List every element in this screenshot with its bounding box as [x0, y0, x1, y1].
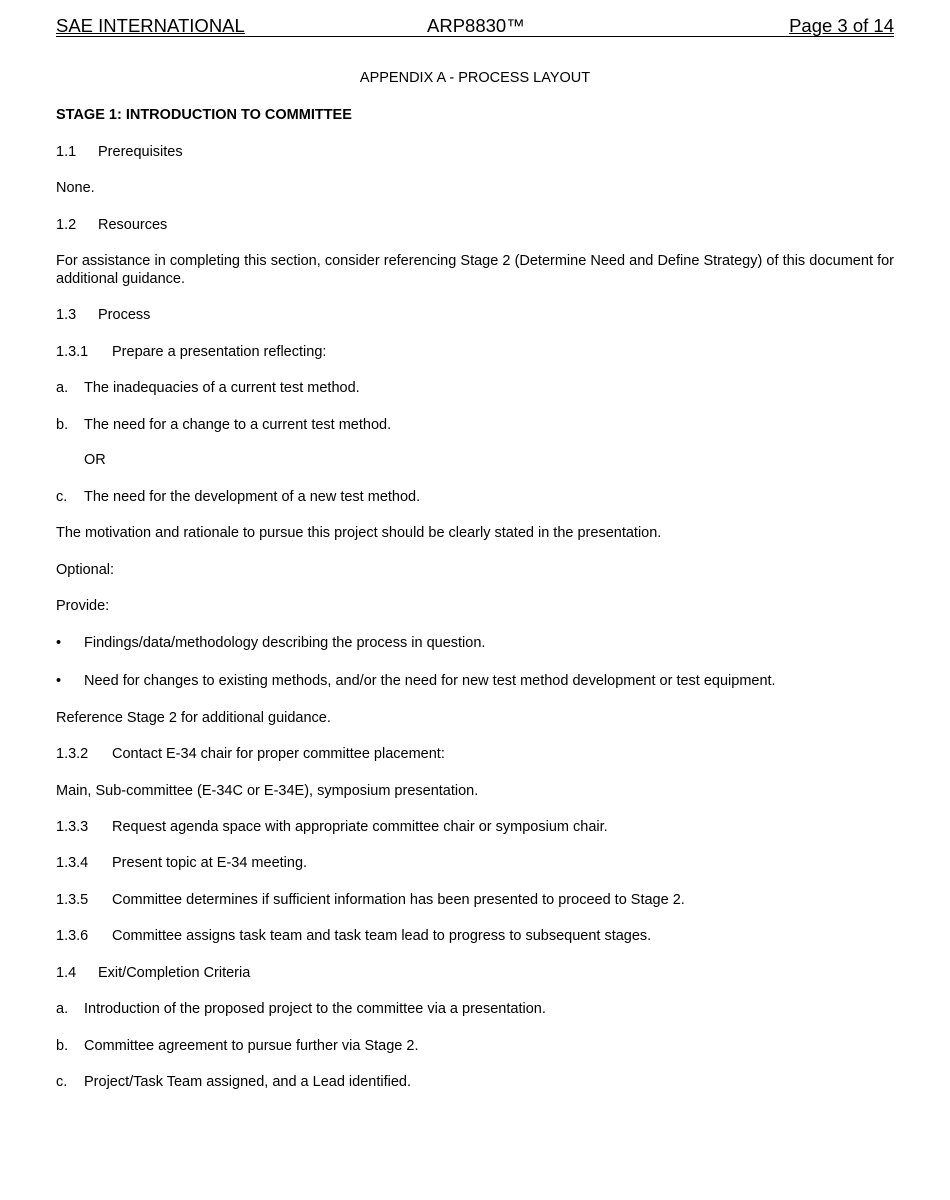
section-title: Contact E-34 chair for proper committee placement: — [112, 746, 445, 762]
list-text: Committee agreement to pursue further via Stage 2. — [84, 1038, 419, 1054]
list-letter: a. — [56, 380, 69, 396]
section-number: 1.3.6 — [56, 928, 89, 944]
bullet-text: Findings/data/methodology describing the process in question. — [84, 635, 486, 651]
list-letter: b. — [56, 417, 69, 433]
section-1-3-6 — [56, 927, 894, 945]
list-item — [56, 416, 894, 434]
list-text: The need for the development of a new test method. — [84, 489, 421, 505]
section-title: Request agenda space with appropriate committee chair or symposium chair. — [112, 819, 608, 835]
section-number: 1.3.4 — [56, 855, 89, 871]
list-text: Introduction of the proposed project to the committee via a presentation. — [84, 1001, 546, 1017]
section-title: Committee assigns task team and task team lead to progress to subsequent stages. — [112, 928, 652, 944]
bullet-text: Need for changes to existing methods, and/or the need for new test method development or test equipment. — [84, 673, 776, 689]
bullet-item — [56, 672, 894, 690]
header-doc-number: ARP8830™ — [427, 15, 525, 36]
section-1-3-3 — [56, 818, 894, 836]
list-text: Project/Task Team assigned, and a Lead identified. — [84, 1074, 411, 1090]
header-org: SAE INTERNATIONAL — [56, 15, 245, 36]
section-number: 1.2 — [56, 217, 77, 233]
page-header — [56, 14, 894, 37]
section-number: 1.1 — [56, 144, 77, 160]
header-page-number: Page 3 of 14 — [789, 15, 894, 36]
section-number: 1.3.1 — [56, 344, 89, 360]
bullet-item — [56, 634, 894, 652]
list-text: The inadequacies of a current test method. — [84, 380, 360, 396]
appendix-title: APPENDIX A - PROCESS LAYOUT — [359, 70, 591, 86]
section-1-3-5 — [56, 891, 894, 909]
or-text: OR — [84, 452, 106, 468]
section-title: Present topic at E-34 meeting. — [112, 855, 308, 871]
bullet-icon: • — [56, 635, 62, 651]
list-item — [56, 379, 894, 397]
list-text: The need for a change to a current test method. — [84, 417, 392, 433]
section-1-1-text: None. — [56, 180, 95, 196]
placement-text: Main, Sub-committee (E-34C or E-34E), symposium presentation. — [56, 783, 479, 799]
list-item — [56, 488, 894, 506]
motivation-text: The motivation and rationale to pursue this project should be clearly stated in the presentation. — [56, 525, 662, 541]
section-1-3-1 — [56, 343, 894, 361]
section-title: Prerequisites — [98, 144, 183, 160]
section-1-1 — [56, 143, 894, 161]
section-title: Process — [98, 307, 151, 323]
section-1-4 — [56, 964, 894, 982]
section-1-2-text: For assistance in completing this section, consider referencing Stage 2 (Determine Need and Define Strategy) of this document for additional guidance. — [56, 253, 894, 287]
list-letter: a. — [56, 1001, 69, 1017]
section-title: Prepare a presentation reflecting: — [112, 344, 327, 360]
list-item — [56, 1073, 894, 1091]
provide-label: Provide: — [56, 598, 110, 614]
section-number: 1.4 — [56, 965, 77, 981]
section-number: 1.3.2 — [56, 746, 89, 762]
section-1-3-4 — [56, 854, 894, 872]
section-1-2 — [56, 216, 894, 234]
section-title: Exit/Completion Criteria — [98, 965, 251, 981]
section-number: 1.3 — [56, 307, 77, 323]
section-number: 1.3.5 — [56, 892, 89, 908]
reference-text: Reference Stage 2 for additional guidance. — [56, 710, 331, 726]
optional-label: Optional: — [56, 562, 115, 578]
section-1-3 — [56, 306, 894, 324]
section-number: 1.3.3 — [56, 819, 89, 835]
list-item — [56, 1000, 894, 1018]
bullet-icon: • — [56, 673, 62, 689]
stage-heading: STAGE 1: INTRODUCTION TO COMMITTEE — [56, 107, 352, 123]
section-title: Resources — [98, 217, 168, 233]
list-letter: b. — [56, 1038, 69, 1054]
section-title: Committee determines if sufficient information has been presented to proceed to Stage 2. — [112, 892, 685, 908]
section-1-3-2 — [56, 745, 894, 763]
list-item — [56, 1037, 894, 1055]
list-letter: c. — [56, 1074, 68, 1090]
list-letter: c. — [56, 489, 68, 505]
